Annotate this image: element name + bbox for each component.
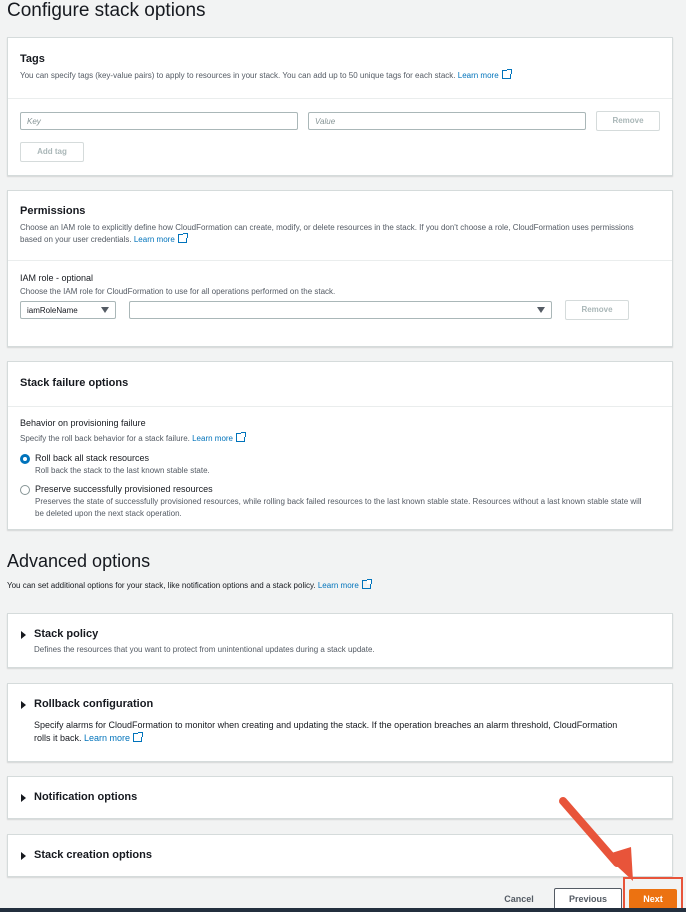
external-link-icon [133, 733, 142, 742]
rollback-config-title[interactable]: Rollback configuration [34, 698, 154, 710]
cancel-button[interactable]: Cancel [504, 894, 534, 904]
stack-policy-title[interactable]: Stack policy [34, 628, 99, 640]
tags-learn-more-link[interactable]: Learn more [457, 71, 499, 80]
rollback-config-desc [34, 719, 664, 745]
add-tag-button[interactable]: Add tag [20, 142, 84, 162]
bottom-bar [0, 908, 686, 912]
annotation-arrow-icon [555, 793, 645, 893]
permissions-title: Permissions [20, 205, 86, 217]
tags-panel [7, 37, 673, 176]
behavior-learn-more-link[interactable]: Learn more [192, 434, 234, 443]
chevron-down-icon [537, 307, 545, 313]
rollback-all-desc: Roll back the stack to the last known stable state. [35, 466, 210, 475]
advanced-learn-more-link[interactable]: Learn more [317, 581, 359, 590]
preserve-resources-desc-line2: be deleted upon the next stack operation. [35, 509, 182, 518]
advanced-options-description-text: You can set additional options for your stack, like notification options and a stack policy. [7, 581, 316, 590]
external-link-icon [236, 433, 245, 442]
iam-role-label: IAM role - optional [20, 273, 94, 283]
rollback-config-desc-line1: Specify alarms for CloudFormation to monitor when creating and updating the stack. If the operation breaches an alarm threshold, CloudFormation [34, 720, 618, 730]
rollback-config-desc-line2: rolls it back. [34, 733, 82, 743]
stack-creation-options-title[interactable]: Stack creation options [34, 849, 152, 861]
preserve-resources-desc-line1: Preserves the state of successfully provisioned resources, while rolling back failed resources to the last known stable state. Resources without a last known stable state will [35, 497, 642, 506]
tag-value-input[interactable]: Value [308, 112, 586, 130]
iam-type-select-value: iamRoleName [27, 306, 78, 315]
caret-right-icon[interactable] [21, 794, 26, 802]
rollback-config-panel[interactable] [7, 683, 673, 762]
advanced-options-title: Advanced options [7, 551, 151, 571]
behavior-hint-text: Specify the roll back behavior for a stack failure. [20, 434, 190, 443]
permissions-learn-more-link[interactable]: Learn more [133, 235, 175, 244]
advanced-options-description [7, 580, 371, 592]
external-link-icon [502, 70, 511, 79]
chevron-down-icon [101, 307, 109, 313]
tags-title: Tags [20, 53, 45, 65]
tags-description-text: You can specify tags (key-value pairs) to apply to resources in your stack. You can add up to 50 unique tags for each stack. [20, 71, 456, 80]
iam-role-select[interactable] [129, 301, 552, 319]
external-link-icon [362, 580, 371, 589]
permissions-description-line1: Choose an IAM role to explicitly define how CloudFormation can create, modify, or delete resources in the stack. If you don't choose a role, CloudFormation uses permissions [20, 223, 634, 232]
permissions-divider [8, 260, 672, 261]
previous-button[interactable]: Previous [554, 888, 622, 910]
tag-key-input[interactable]: Key [20, 112, 298, 130]
stack-failure-panel [7, 361, 673, 530]
behavior-label: Behavior on provisioning failure [20, 418, 146, 428]
next-button[interactable]: Next [629, 889, 677, 909]
stack-policy-panel[interactable] [7, 613, 673, 668]
permissions-description-line2: based on your user credentials. [20, 235, 132, 244]
preserve-resources-desc [35, 496, 665, 520]
stack-failure-title: Stack failure options [20, 377, 129, 389]
iam-remove-button[interactable]: Remove [565, 300, 629, 320]
permissions-description-line2-wrap [20, 234, 665, 246]
permissions-description [20, 222, 665, 246]
caret-right-icon[interactable] [21, 701, 26, 709]
caret-right-icon[interactable] [21, 631, 26, 639]
iam-role-hint: Choose the IAM role for CloudFormation to use for all operations performed on the stack. [20, 287, 336, 296]
caret-right-icon[interactable] [21, 852, 26, 860]
stack-failure-divider [8, 406, 672, 407]
notification-options-title[interactable]: Notification options [34, 791, 138, 803]
tags-description [20, 70, 660, 82]
rollback-config-desc-line2-wrap [34, 732, 664, 745]
permissions-panel [7, 190, 673, 347]
rollback-all-radio[interactable] [20, 454, 30, 464]
iam-type-select[interactable] [20, 301, 116, 319]
rollback-learn-more-link[interactable]: Learn more [84, 733, 131, 743]
external-link-icon [178, 234, 187, 243]
rollback-all-label[interactable]: Roll back all stack resources [35, 453, 150, 463]
preserve-resources-label[interactable]: Preserve successfully provisioned resources [35, 484, 213, 494]
stack-policy-desc: Defines the resources that you want to protect from unintentional updates during a stack update. [34, 645, 375, 654]
preserve-resources-radio[interactable] [20, 485, 30, 495]
tags-divider [8, 98, 672, 99]
page-title: Configure stack options [7, 0, 206, 21]
tag-remove-button[interactable]: Remove [596, 111, 660, 131]
behavior-hint [20, 433, 245, 445]
